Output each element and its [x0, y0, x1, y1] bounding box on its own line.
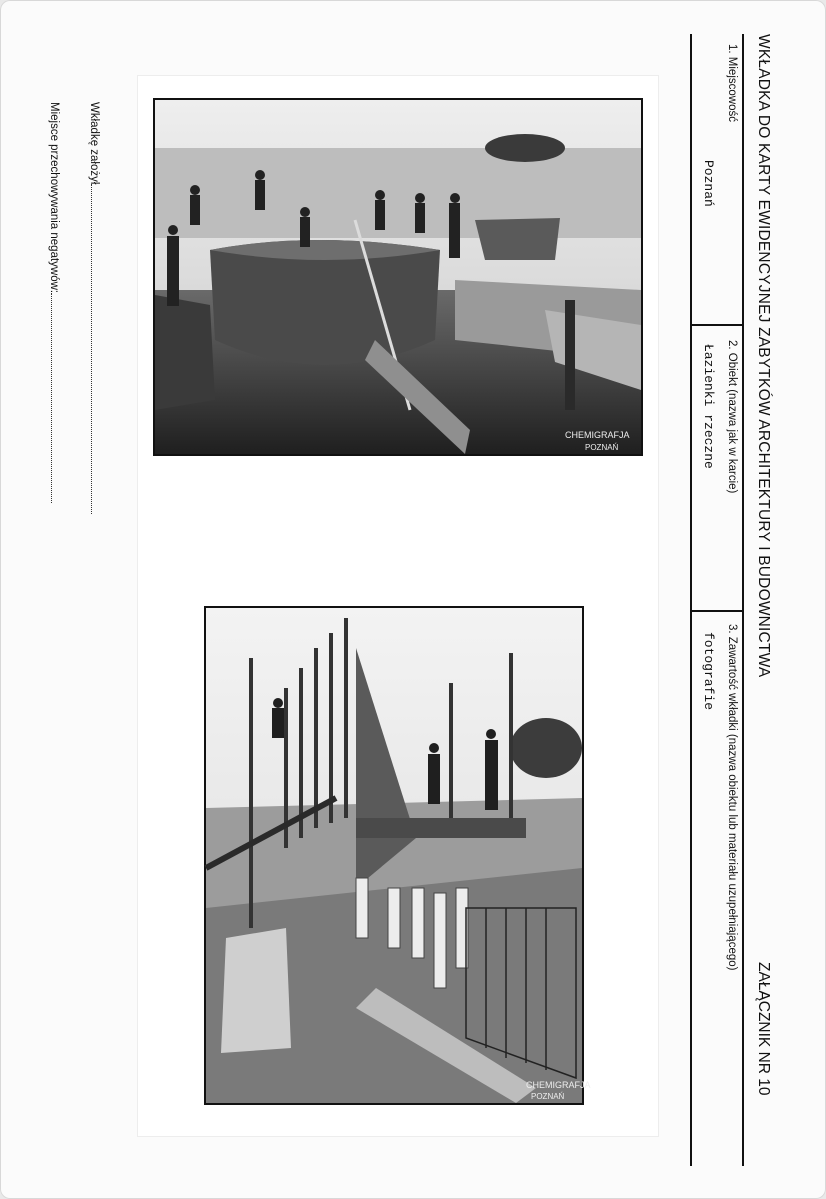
field-value-contents: fotografie — [701, 632, 716, 711]
field-label-contents: 3. Zawartość wkładki (nazwa obiektu lub materiału uzupełniającego) — [726, 624, 738, 971]
photo-construction-image — [206, 608, 591, 1103]
field-separator-2 — [690, 610, 744, 612]
card-title: WKŁADKA DO KARTY EWIDENCYJNEJ ZABYTKÓW ARCHITEKTURY I BUDOWNICTWA — [755, 34, 772, 678]
annex-number: ZAŁĄCZNIK NR 10 — [755, 962, 772, 1096]
field-separator-1 — [690, 324, 744, 326]
field-value-locality: Poznań — [701, 160, 716, 207]
founder-dotted-line — [91, 184, 92, 514]
field-label-locality: 1. Miejscowość — [726, 44, 738, 122]
form-divider-left — [690, 34, 692, 1166]
negatives-label: Miejsce przechowywania negatywów: — [48, 102, 60, 294]
photo-stamp-1-line2: POZNAŃ — [585, 443, 619, 452]
negatives-dotted-line — [51, 293, 52, 503]
photo-construction-site — [204, 606, 591, 1105]
field-label-object: 2. Obiekt (nazwa jak w karcie) — [726, 340, 738, 494]
photo-boats-pier — [153, 98, 643, 456]
photo-stamp-2-line2: POZNAŃ — [531, 1092, 565, 1101]
founder-label: Wkładkę założył — [88, 102, 100, 185]
field-value-object: Łazienki rzeczne — [701, 344, 716, 469]
photo-stamp-1-line1: CHEMIGRAFJA — [565, 430, 630, 440]
founder-line — [88, 102, 100, 514]
form-divider-right — [742, 34, 744, 1166]
photo-boats-image — [155, 100, 641, 454]
photo-stamp-2-line1: CHEMIGRAFJA — [526, 1080, 591, 1090]
negatives-line — [48, 102, 60, 503]
